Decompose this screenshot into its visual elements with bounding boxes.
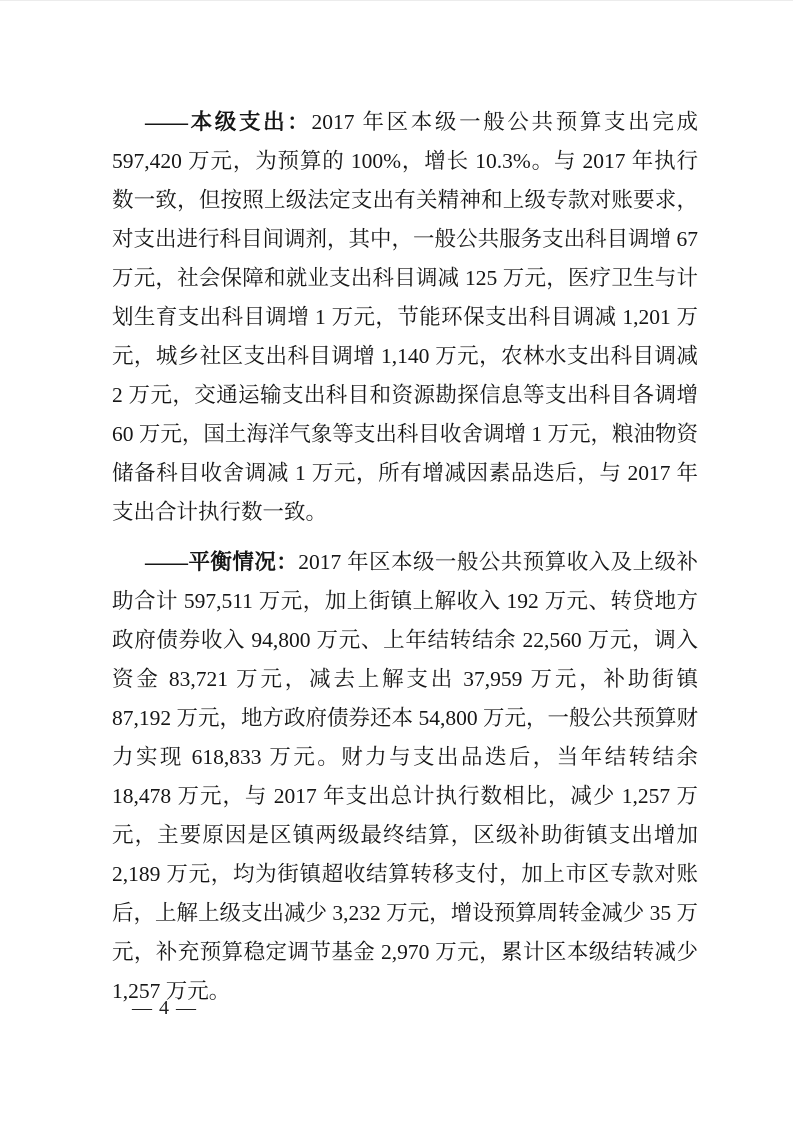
paragraph-pingheng-qingkuang <box>112 543 698 1011</box>
paragraph-benji-zhichu <box>112 103 698 532</box>
document-body <box>112 103 698 1011</box>
paragraph-heading-pingheng-qingkuang: ——平衡情况： <box>145 550 299 574</box>
page-number: — 4 — <box>132 997 197 1019</box>
paragraph-text-benji-zhichu: 2017 年区本级一般公共预算支出完成 597,420 万元，为预算的 100%，增长 10.3%。与 2017 年执行数一致，但按照上级法定支出有关精神和上级专款对账要求，对支出进行科目间调剂，其中，一般公共服务支出科目调增 67 万元，社会保障和就业支出科目调减 125 万元，医疗卫生与计划生育支出科目调增 1 万元，节能环保支出科目调减 1,201 万元，城乡社区支出科目调增 1,140 万元，农林水支出科目调减 2 万元，交通运输支出科目和资源勘探信息等支出科目各调增 60 万元，国土海洋气象等支出科目收舍调增 1 万元，粮油物资储备科目收舍调减 1 万元，所有增减因素品迭后，与 2017 年支出合计执行数一致。 <box>112 110 698 524</box>
paragraph-text-pingheng-qingkuang: 2017 年区本级一般公共预算收入及上级补助合计 597,511 万元，加上街镇上解收入 192 万元、转贷地方政府债券收入 94,800 万元、上年结转结余 22,560 万元，调入资金 83,721 万元，减去上解支出 37,959 万元，补助街镇 87,192 万元，地方政府债券还本 54,800 万元，一般公共预算财力实现 618,833 万元。财力与支出品迭后，当年结转结余 18,478 万元，与 2017 年支出总计执行数相比，减少 1,257 万元，主要原因是区镇两级最终结算，区级补助街镇支出增加 2,189 万元，均为街镇超收结算转移支付，加上市区专款对账后，上解上级支出减少 3,232 万元，增设预算周转金减少 35 万元，补充预算稳定调节基金 2,970 万元，累计区本级结转减少 1,257 万元。 <box>112 550 698 1003</box>
paragraph-heading-benji-zhichu: ——本级支出： <box>145 110 312 134</box>
